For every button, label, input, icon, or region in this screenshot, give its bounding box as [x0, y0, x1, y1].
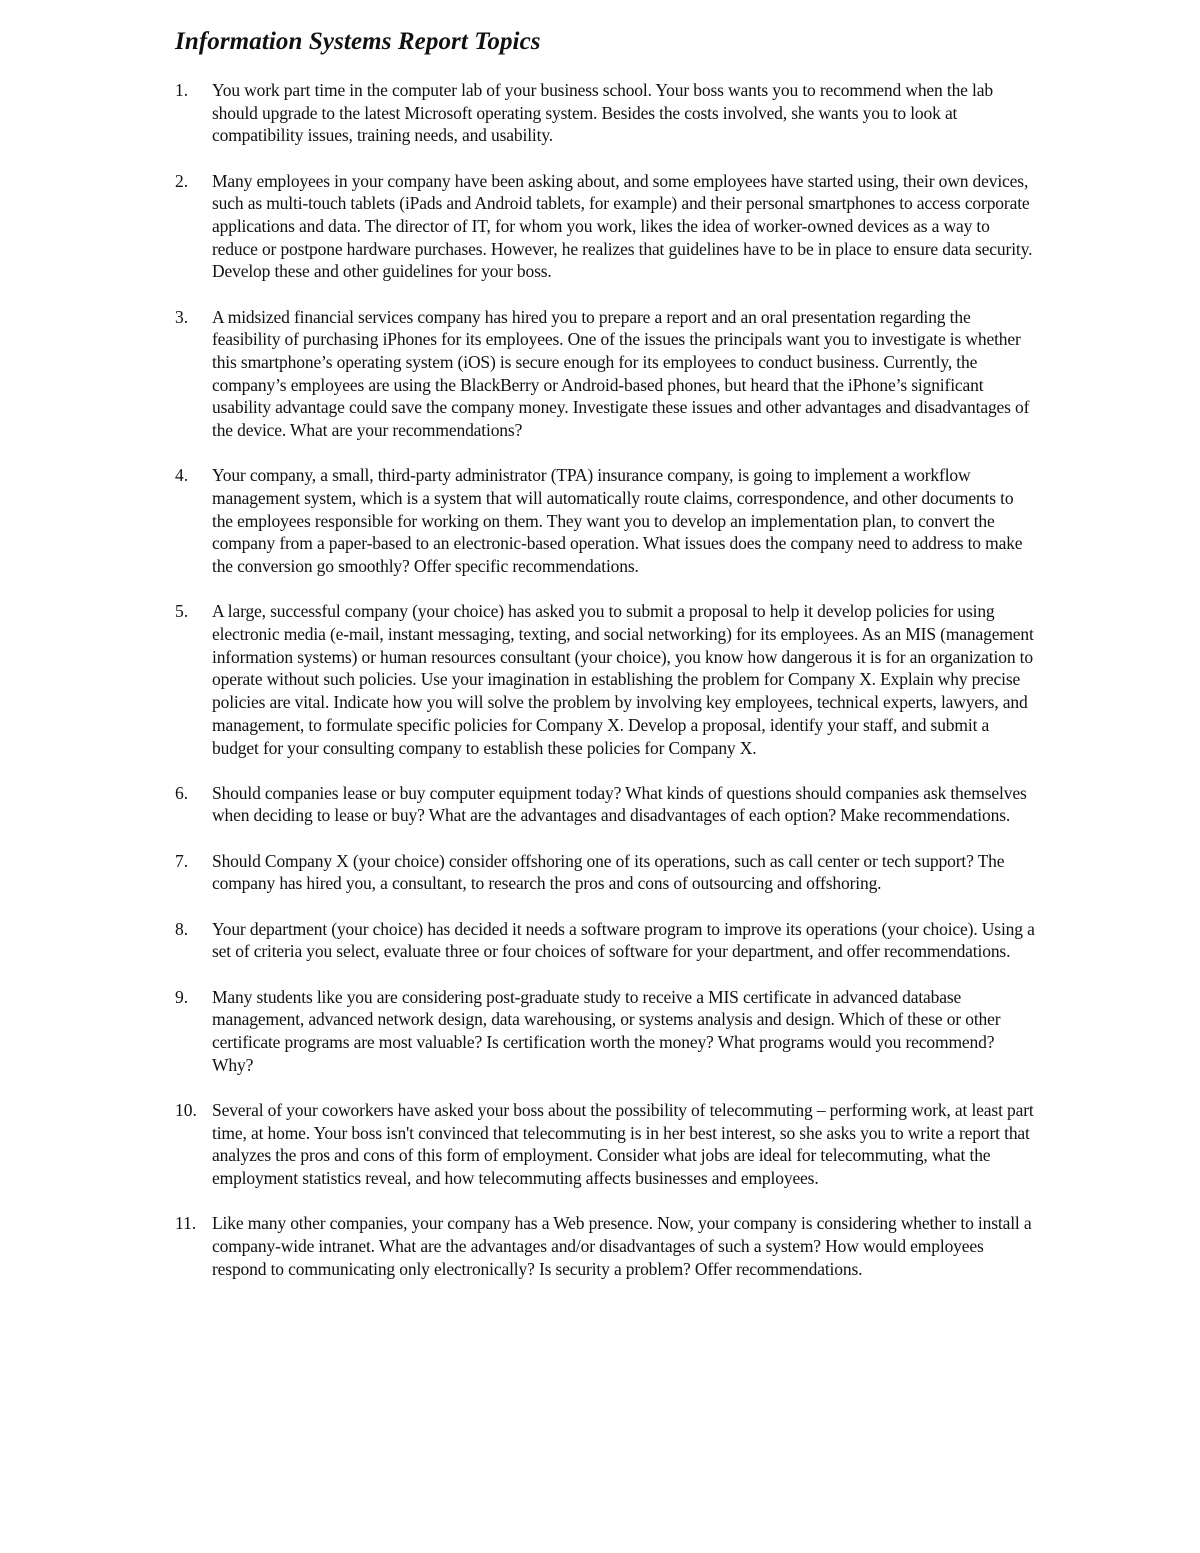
topic-number: 9.	[175, 986, 189, 1007]
topic-item	[175, 850, 1035, 895]
topic-text: Should companies lease or buy computer equipment today? What kinds of questions should companies ask themselves when deciding to lease or buy? What are the advantages and disadvantages of each option? Make recommendations.	[212, 782, 1027, 826]
topic-text: Many employees in your company have been asking about, and some employees have started using, their own devices, such as multi-touch tablets (iPads and Android tablets, for example) and their personal smartphones to access corporate applications and data. The director of IT, for whom you work, likes the idea of worker-owned devices as a way to reduce or postpone hardware purchases. However, he realizes that guidelines have to be in place to ensure data security. Develop these and other guidelines for your boss.	[212, 170, 1033, 282]
topic-text: Your department (your choice) has decided it needs a software program to improve its operations (your choice). Using a set of criteria you select, evaluate three or four choices of software for your department, and offer recommendations.	[212, 918, 1035, 962]
topic-number: 5.	[175, 601, 189, 622]
topic-text: Should Company X (your choice) consider offshoring one of its operations, such as call center or tech support? The company has hired you, a consultant, to research the pros and cons of outsourcing and offshoring.	[212, 850, 1005, 894]
topic-number: 2.	[175, 170, 189, 191]
topic-item	[175, 170, 1035, 284]
topic-text: Several of your coworkers have asked your boss about the possibility of telecommuting – performing work, at least part time, at home. Your boss isn't convinced that telecommuting is in her best interest, so she asks you to write a report that analyzes the pros and cons of this form of employment. Consider what jobs are ideal for telecommuting, what the employment statistics reveal, and how telecommuting affects businesses and employees.	[212, 1099, 1034, 1188]
topic-item	[175, 918, 1035, 963]
topic-number: 8.	[175, 918, 189, 939]
topic-text: You work part time in the computer lab of your business school. Your boss wants you to recommend when the lab should upgrade to the latest Microsoft operating system. Besides the costs involved, she wants you to look at compatibility issues, training needs, and usability.	[212, 80, 993, 146]
topic-item	[175, 306, 1035, 442]
topic-item	[175, 600, 1035, 759]
topic-text: A large, successful company (your choice) has asked you to submit a proposal to help it develop policies for using electronic media (e-mail, instant messaging, texting, and social networking) for its employees. As an MIS (management information systems) or human resources consultant (your choice), you know how dangerous it is for an organization to operate without such policies. Use your imagination in establishing the problem for Company X. Explain why precise policies are vital. Indicate how you will solve the problem by involving key employees, technical experts, lawyers, and management, to formulate specific policies for Company X. Develop a proposal, identify your staff, and submit a budget for your consulting company to establish these policies for Company X.	[212, 601, 1034, 758]
topic-item	[175, 1212, 1035, 1280]
topic-text: A midsized financial services company has hired you to prepare a report and an oral presentation regarding the feasibility of purchasing iPhones for its employees. One of the issues the principals want you to investigate is whether this smartphone’s operating system (iOS) is secure enough for its employees to conduct business. Currently, the company’s employees are using the BlackBerry or Android-based phones, but heard that the iPhone’s significant usability advantage could save the company money. Investigate these issues and other advantages and disadvantages of the device. What are your recommendations?	[212, 306, 1030, 441]
topic-number: 11.	[175, 1213, 197, 1234]
topic-item	[175, 782, 1035, 827]
topic-number: 6.	[175, 782, 189, 803]
topic-text: Like many other companies, your company has a Web presence. Now, your company is considering whether to install a company-wide intranet. What are the advantages and/or disadvantages of such a system? How would employees respond to communicating only electronically? Is security a problem? Offer recommendations.	[212, 1213, 1032, 1279]
topic-number: 4.	[175, 465, 189, 486]
topic-list	[175, 79, 1035, 1303]
topic-item	[175, 79, 1035, 147]
topic-text: Many students like you are considering post-graduate study to receive a MIS certificate in advanced database management, advanced network design, data warehousing, or systems analysis and design. Which of these or other certificate programs are most valuable? Is certification worth the money? What programs would you recommend? Why?	[212, 986, 1001, 1075]
topic-number: 3.	[175, 306, 189, 327]
topic-item	[175, 1099, 1035, 1190]
document-title: Information Systems Report Topics	[175, 28, 541, 55]
topic-number: 7.	[175, 850, 189, 871]
topic-item	[175, 464, 1035, 578]
topic-number: 1.	[175, 80, 189, 100]
topic-text: Your company, a small, third-party administrator (TPA) insurance company, is going to implement a workflow management system, which is a system that will automatically route claims, correspondence, and other documents to the employees responsible for working on them. They want you to develop an implementation plan, to convert the company from a paper-based to an electronic-based operation. What issues does the company need to address to make the conversion go smoothly? Offer specific recommendations.	[212, 465, 1023, 577]
topic-number: 10.	[175, 1099, 197, 1120]
topic-item	[175, 986, 1035, 1077]
